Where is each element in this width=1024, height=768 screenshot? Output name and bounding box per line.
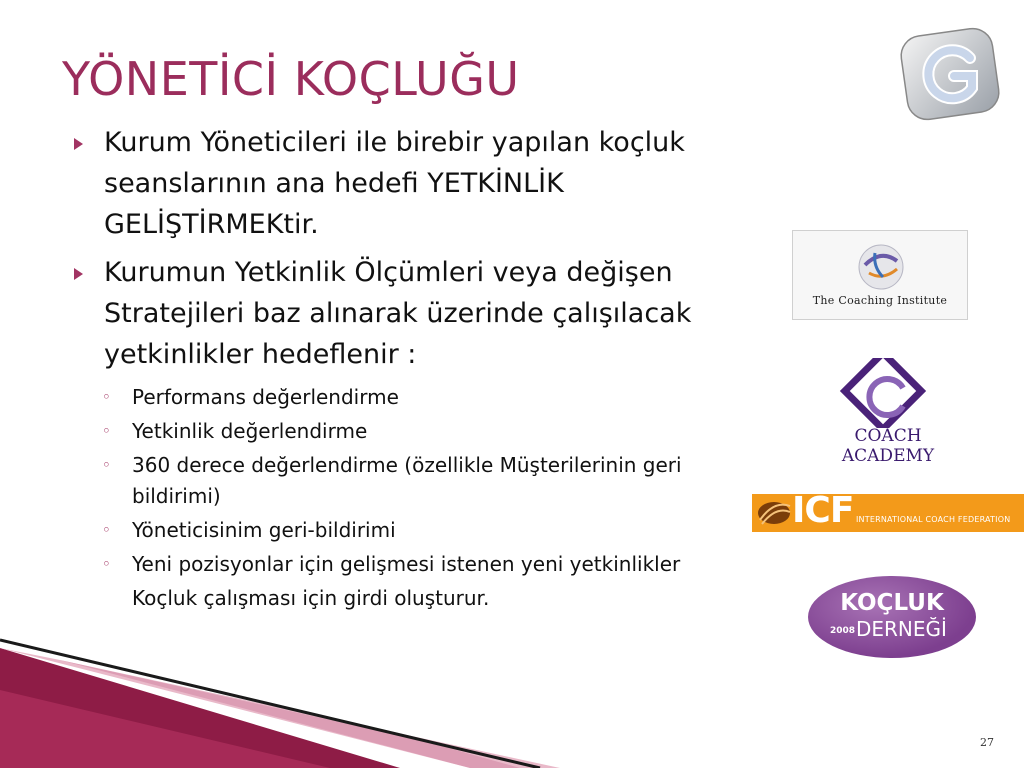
sub-bullet-item (74, 382, 764, 413)
bullet-item (74, 252, 764, 375)
icf-text: ICF (792, 490, 854, 531)
coaching-institute-logo (792, 230, 968, 320)
kocluk-dernegi-logo (808, 576, 976, 658)
arrow-bullet-icon (74, 268, 83, 280)
circle-bullet-icon: ◦ (102, 456, 111, 474)
dernegi-text: DERNEĞİ (856, 617, 947, 641)
closing-text: Koçluk çalışması için girdi oluşturur. (132, 586, 490, 610)
g-logo-icon (898, 26, 1002, 122)
sub-bullet-item (74, 549, 764, 580)
coach-academy-text: COACH ACADEMY (841, 426, 935, 466)
circle-bullet-icon: ◦ (102, 555, 111, 573)
slide-title: YÖNETİCİ KOÇLUĞU (62, 52, 520, 106)
coach-academy-logo (808, 358, 968, 466)
circle-bullet-icon: ◦ (102, 388, 111, 406)
coach-academy-emblem-icon (808, 358, 968, 428)
sub-bullet-text: Yeni pozisyonlar için gelişmesi istenen yeni yetkinlikler (132, 552, 681, 576)
circle-bullet-icon: ◦ (102, 422, 111, 440)
sub-bullet-item (74, 416, 764, 447)
sub-bullet-text: Yöneticisinim geri-bildirimi (132, 518, 396, 542)
circle-bullet-icon: ◦ (102, 521, 111, 539)
icf-logo (752, 490, 1024, 532)
slide-content (74, 122, 764, 614)
arrow-bullet-icon (74, 138, 83, 150)
coaching-institute-text: The Coaching Institute (812, 294, 948, 307)
coaching-institute-emblem-icon (793, 231, 969, 293)
sub-bullet-text: 360 derece değerlendirme (özellikle Müşterilerinin geri bildirimi) (132, 453, 682, 508)
bullet-item (74, 122, 764, 245)
sub-bullet-item (74, 450, 764, 512)
kocluk-text: KOÇLUK (840, 590, 944, 616)
kocluk-year: 2008 (830, 626, 856, 636)
bullet-text: Kurum Yöneticileri ile birebir yapılan koçluk seanslarının ana hedefi YETKİNLİK GELİŞTİRMEKtir. (104, 127, 685, 240)
bullet-text: Kurumun Yetkinlik Ölçümleri veya değişen Stratejileri baz alınarak üzerinde çalışılacak yetkinlikler hedeflenir : (104, 257, 692, 370)
sub-bullet-text: Performans değerlendirme (132, 385, 399, 409)
icf-subtext: INTERNATIONAL COACH FEDERATION (856, 515, 1011, 524)
page-number: 27 (980, 736, 994, 749)
icf-swoosh-icon (754, 494, 794, 532)
sub-bullet-item (74, 515, 764, 546)
sub-bullet-text: Yetkinlik değerlendirme (132, 419, 368, 443)
